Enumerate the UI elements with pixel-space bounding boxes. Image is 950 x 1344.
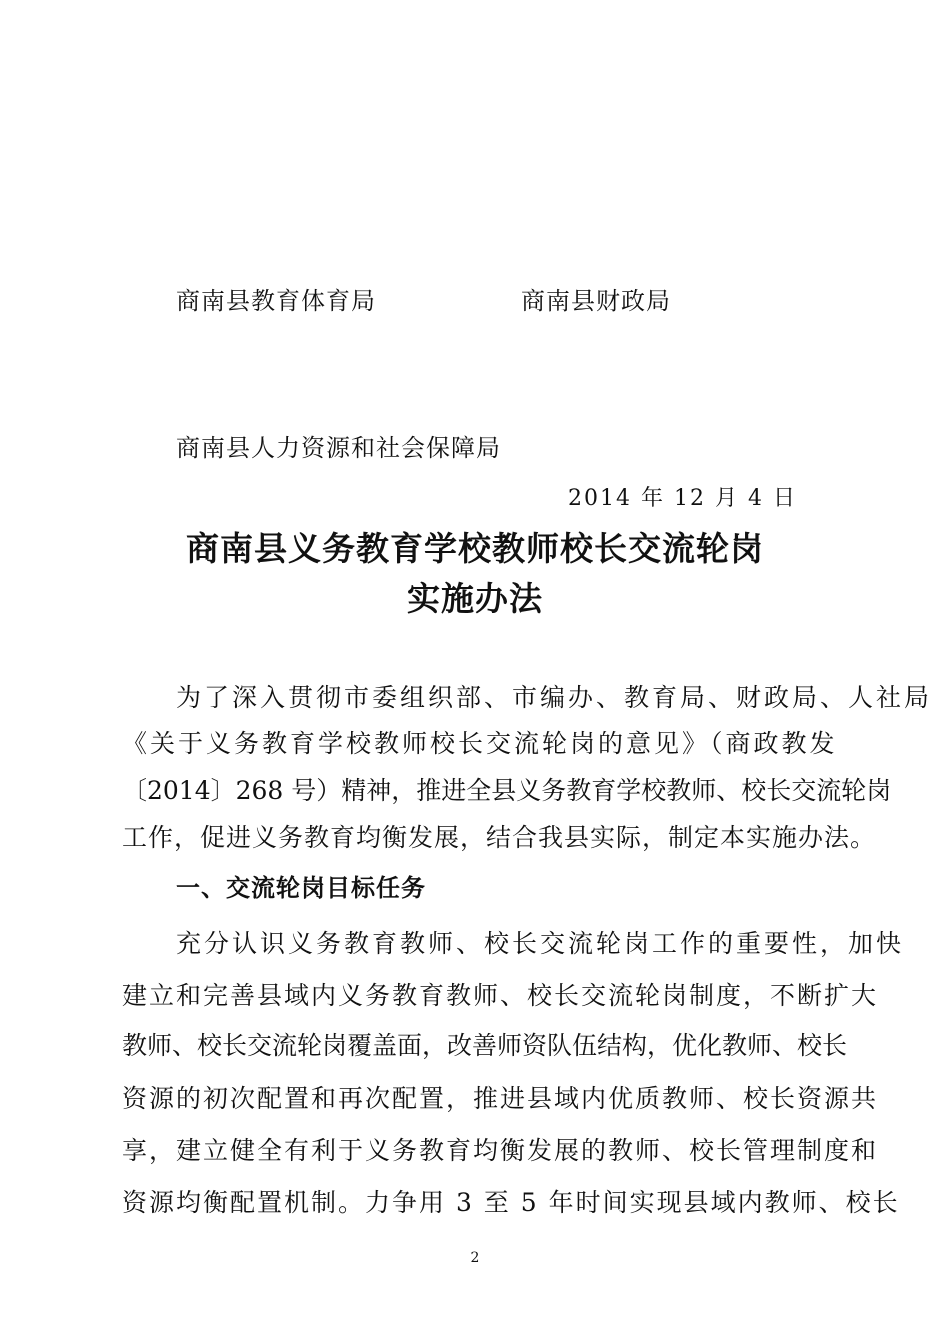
section-heading: 一、交流轮岗目标任务 xyxy=(176,874,426,902)
document-title-line1: 商南县义务教育学校教师校长交流轮岗 xyxy=(186,529,764,568)
paragraph2-line: 资源的初次配置和再次配置，推进县域内优质教师、校长资源共 xyxy=(122,1084,879,1113)
paragraph1-line: 《关于义务教育学校教师校长交流轮岗的意见》（商政教发 xyxy=(122,729,838,758)
paragraph1-line: 为了深入贯彻市委组织部、市编办、教育局、财政局、人社局 xyxy=(176,683,933,712)
page-number: 2 xyxy=(470,1250,480,1266)
paragraph2-line: 教师、校长交流轮岗覆盖面，改善师资队伍结构，优化教师、校长 xyxy=(122,1031,848,1060)
signatory-education-bureau: 商南县教育体育局 xyxy=(176,287,376,315)
paragraph2-line: 建立和完善县域内义务教育教师、校长交流轮岗制度，不断扩大 xyxy=(122,981,879,1010)
paragraph2-line: 充分认识义务教育教师、校长交流轮岗工作的重要性，加快 xyxy=(176,929,905,958)
signatory-finance-bureau: 商南县财政局 xyxy=(521,287,671,315)
signatory-hr-bureau: 商南县人力资源和社会保障局 xyxy=(176,434,501,462)
paragraph1-line: 工作，促进义务教育均衡发展，结合我县实际，制定本实施办法。 xyxy=(122,823,877,852)
paragraph2-line: 享，建立健全有利于义务教育均衡发展的教师、校长管理制度和 xyxy=(122,1136,879,1165)
paragraph1-line: 〔2014〕268 号）精神，推进全县义务教育学校教师、校长交流轮岗 xyxy=(122,776,892,805)
document-date: 2014 年 12 月 4 日 xyxy=(568,486,797,511)
paragraph2-line: 资源均衡配置机制。力争用 3 至 5 年时间实现县域内教师、校长 xyxy=(122,1188,900,1217)
document-title-line2: 实施办法 xyxy=(407,579,543,618)
